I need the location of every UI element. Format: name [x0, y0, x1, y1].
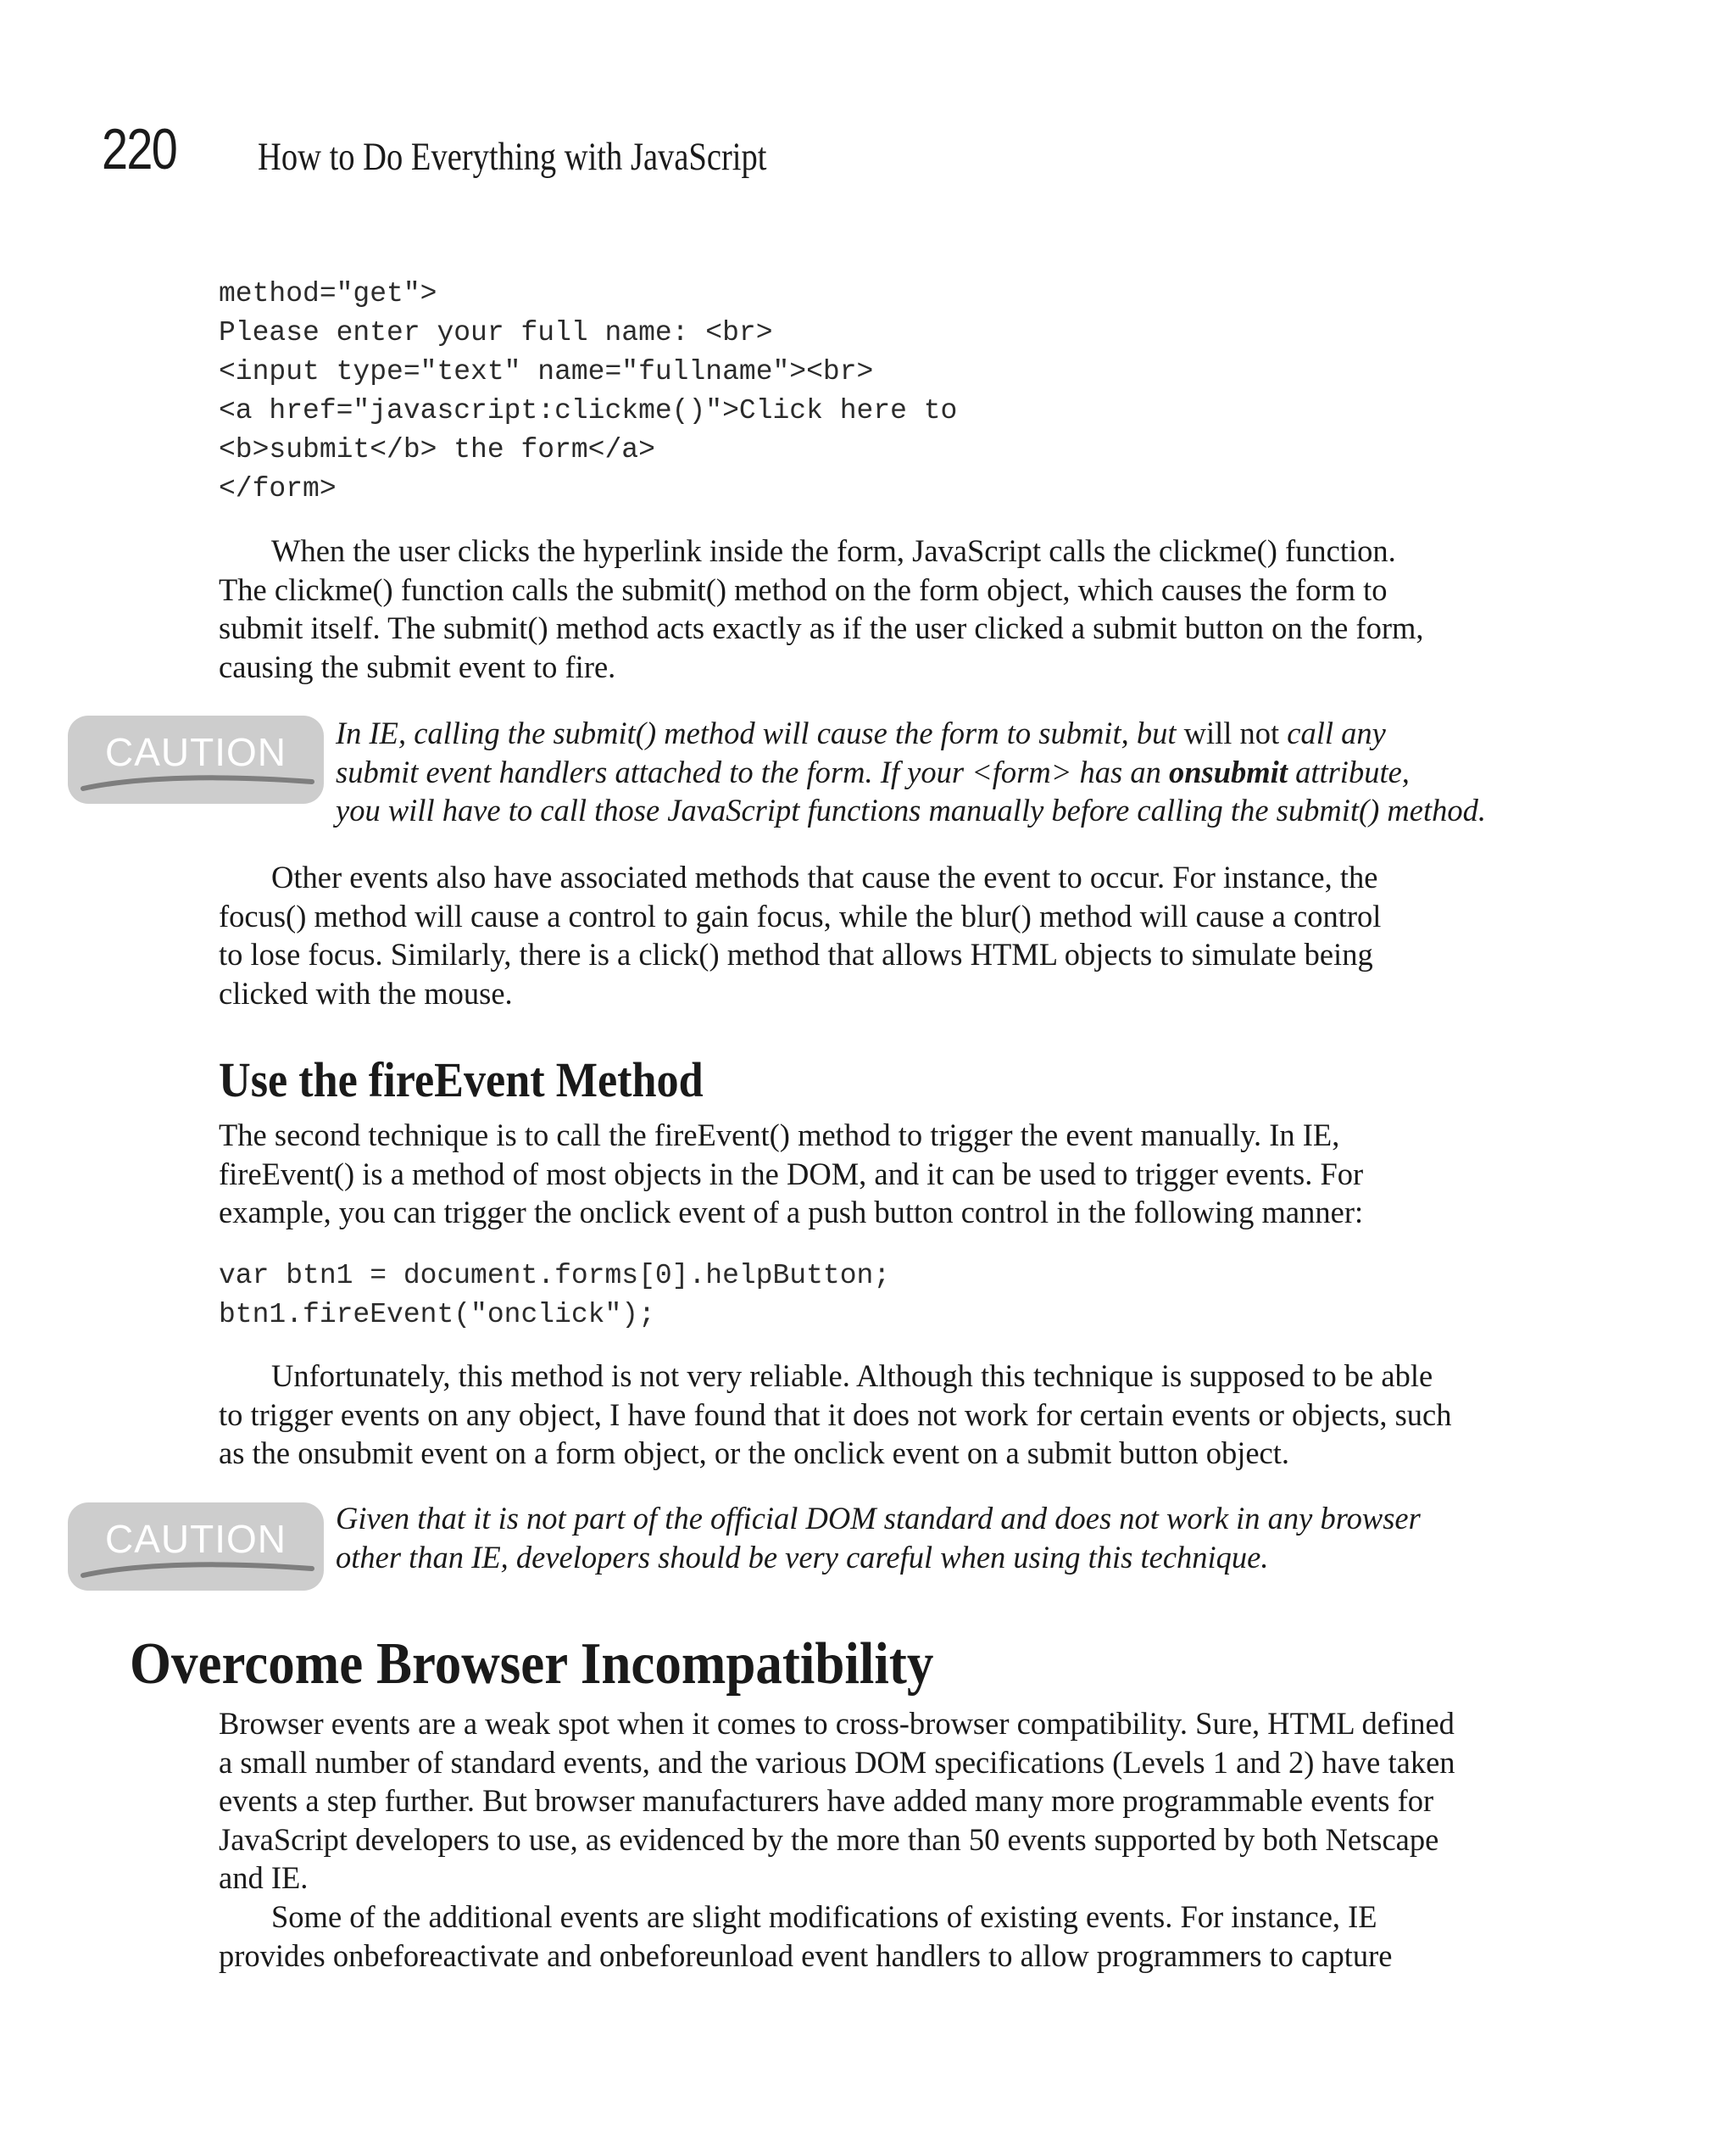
text-line: provides onbeforeactivate and onbeforeunload event handlers to allow programmers to capture: [219, 1937, 1393, 1973]
code-line: Please enter your full name: <br>: [219, 317, 773, 348]
running-head: How to Do Everything with JavaScript: [258, 135, 767, 179]
text-line: a small number of standard events, and the various DOM specifications (Levels 1 and 2) have taken: [219, 1744, 1455, 1780]
text-line: and IE.: [219, 1860, 309, 1896]
caution-emphasis: onsubmit: [1168, 754, 1288, 789]
text-line: causing the submit event to fire.: [219, 649, 616, 684]
text-line: Other events also have associated methods that cause the event to occur. For instance, the: [271, 860, 1378, 895]
caution-label: CAUTION: [105, 730, 287, 774]
code-listing-form: [219, 275, 1507, 509]
code-line: var btn1 = document.forms[0].helpButton;: [219, 1260, 891, 1291]
caution-badge: [68, 716, 324, 804]
text-line: fireEvent() is a method of most objects in the DOM, and it can be used to trigger events. For: [219, 1156, 1364, 1191]
code-line: <input type="text" name="fullname"><br>: [219, 356, 874, 387]
page-number: 220: [102, 117, 177, 181]
caution-line: Given that it is not part of the official DOM standard and does not work in any browser: [336, 1501, 1421, 1536]
text-line: Unfortunately, this method is not very reliable. Although this technique is supposed to be able: [271, 1358, 1433, 1393]
caution-line: other than IE, developers should be very careful when using this technique.: [336, 1539, 1269, 1575]
chapter-heading: Overcome Browser Incompatibility: [130, 1631, 934, 1697]
caution-text: call any: [1279, 716, 1386, 750]
code-line: <b>submit</b> the form</a>: [219, 434, 655, 465]
section-heading: Use the fireEvent Method: [219, 1052, 704, 1107]
text-line: When the user clicks the hyperlink inside the form, JavaScript calls the clickme() function.: [271, 533, 1396, 568]
text-line: The second technique is to call the fireEvent() method to trigger the event manually. In IE,: [219, 1118, 1340, 1152]
text-line: Some of the additional events are slight modifications of existing events. For instance, IE: [271, 1899, 1377, 1934]
text-line: JavaScript developers to use, as evidenced by the more than 50 events supported by both Netscape: [219, 1821, 1439, 1857]
caution-note-dom: [336, 1499, 1522, 1576]
paragraph-additional-events: [219, 1898, 1507, 1975]
text-line: submit itself. The submit() method acts exactly as if the user clicked a submit button on the form,: [219, 610, 1424, 646]
code-line: <a href="javascript:clickme()">Click here to: [219, 395, 958, 426]
text-line: clicked with the mouse.: [219, 975, 513, 1011]
code-line: btn1.fireEvent("onclick");: [219, 1299, 655, 1330]
caution-line: [336, 714, 1522, 753]
caution-badge: [68, 1502, 324, 1591]
text-line: example, you can trigger the onclick event of a push button control in the following manner:: [219, 1195, 1364, 1230]
paragraph-clickme: [219, 532, 1507, 686]
caution-note-submit: [336, 714, 1522, 830]
text-line: to trigger events on any object, I have found that it does not work for certain events or objects, such: [219, 1396, 1452, 1432]
paragraph-other-events: [219, 858, 1507, 1012]
text-line: The clickme() function calls the submit() method on the form object, which causes the form to: [219, 571, 1388, 607]
paragraph-browser-events: [219, 1704, 1507, 1898]
text-line: focus() method will cause a control to gain focus, while the blur() method will cause a control: [219, 898, 1382, 934]
caution-line: you will have to call those JavaScript functions manually before calling the submit() method.: [336, 793, 1487, 828]
text-line: Browser events are a weak spot when it comes to cross-browser compatibility. Sure, HTML defined: [219, 1706, 1455, 1741]
caution-line: [336, 753, 1522, 792]
text-line: as the onsubmit event on a form object, or the onclick event on a submit button object.: [219, 1435, 1290, 1471]
caution-label: CAUTION: [105, 1517, 287, 1561]
code-line: method="get">: [219, 278, 437, 309]
text-line: to lose focus. Similarly, there is a click() method that allows HTML objects to simulate being: [219, 937, 1373, 973]
caution-text: attribute,: [1287, 754, 1410, 789]
paragraph-fireevent: [219, 1116, 1507, 1232]
caution-emphasis: will not: [1183, 716, 1280, 750]
code-listing-fireevent: [219, 1257, 1507, 1335]
paragraph-unreliable: [219, 1357, 1507, 1473]
code-line: </form>: [219, 473, 337, 504]
text-line: events a step further. But browser manufacturers have added many more programmable events for: [219, 1783, 1434, 1819]
caution-text: submit event handlers attached to the form. If your <form> has an: [336, 754, 1169, 789]
caution-text: In IE, calling the submit() method will cause the form to submit, but: [336, 716, 1184, 750]
